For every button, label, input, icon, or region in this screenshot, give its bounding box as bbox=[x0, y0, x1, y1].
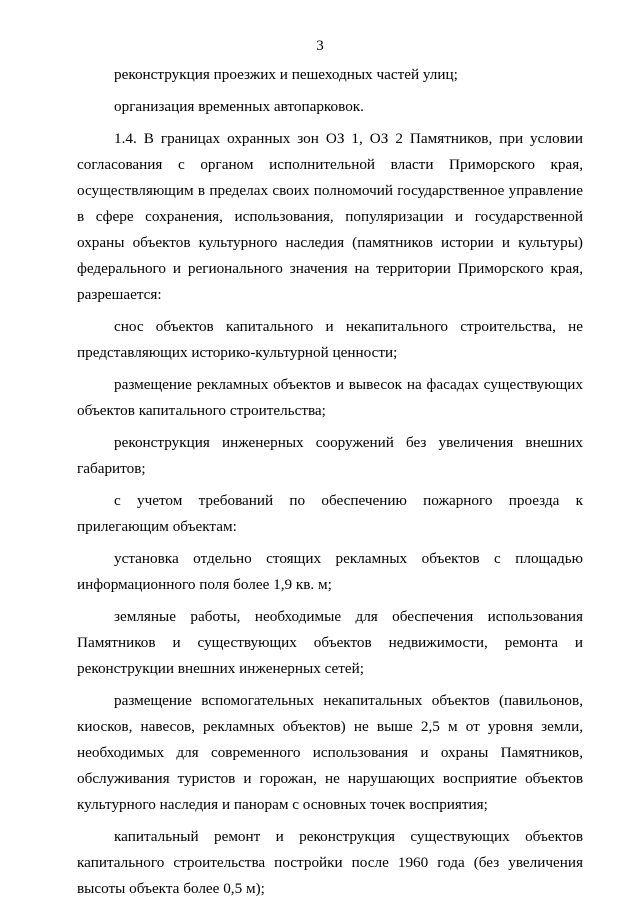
paragraph-fire-access: с учетом требований по обеспечению пожарного проезда к прилегающим объектам: bbox=[77, 492, 583, 535]
page-number: 3 bbox=[316, 38, 324, 54]
paragraph-temporary-parking: организация временных автопарковок. bbox=[114, 98, 364, 115]
paragraph-section-1-4: 1.4. В границах охранных зон ОЗ 1, ОЗ 2 Памятников, при условии согласования с органом исполнительной власти Приморского края, осуществляющим в пределах своих полномочий государственное управление в сфере сохранения, использования, популяризации и государственной охраны объектов культурного наследия (памятников истории и культуры) федерального и регионального значения на территории Приморского края, разрешается: bbox=[77, 130, 583, 303]
paragraph-earthworks: земляные работы, необходимые для обеспечения использования Памятников и существующих объектов недвижимости, ремонта и реконструкции внешних инженерных сетей; bbox=[77, 608, 583, 677]
paragraph-street-reconstruction: реконструкция проезжих и пешеходных частей улиц; bbox=[114, 66, 458, 83]
paragraph-advertising-facades: размещение рекламных объектов и вывесок на фасадах существующих объектов капитального строительства; bbox=[77, 376, 583, 419]
paragraph-capital-repair: капитальный ремонт и реконструкция существующих объектов капитального строительства постройки после 1960 года (без увеличения высоты объекта более 0,5 м); bbox=[77, 828, 583, 897]
paragraph-auxiliary-structures: размещение вспомогательных некапитальных объектов (павильонов, киосков, навесов, рекламных объектов) не выше 2,5 м от уровня земли, необходимых для современного использования и охраны Памятников, обслуживания туристов и горожан, не нарушающих восприятие объектов культурного наследия и панорам с основных точек восприятия; bbox=[77, 692, 583, 813]
document-body bbox=[77, 62, 583, 908]
paragraph-freestanding-ads: установка отдельно стоящих рекламных объектов с площадью информационного поля более 1,9 кв. м; bbox=[77, 550, 583, 593]
paragraph-engineering-reconstruction: реконструкция инженерных сооружений без увеличения внешних габаритов; bbox=[77, 434, 583, 477]
paragraph-demolition: снос объектов капитального и некапитального строительства, не представляющих историко-культурной ценности; bbox=[77, 318, 583, 361]
